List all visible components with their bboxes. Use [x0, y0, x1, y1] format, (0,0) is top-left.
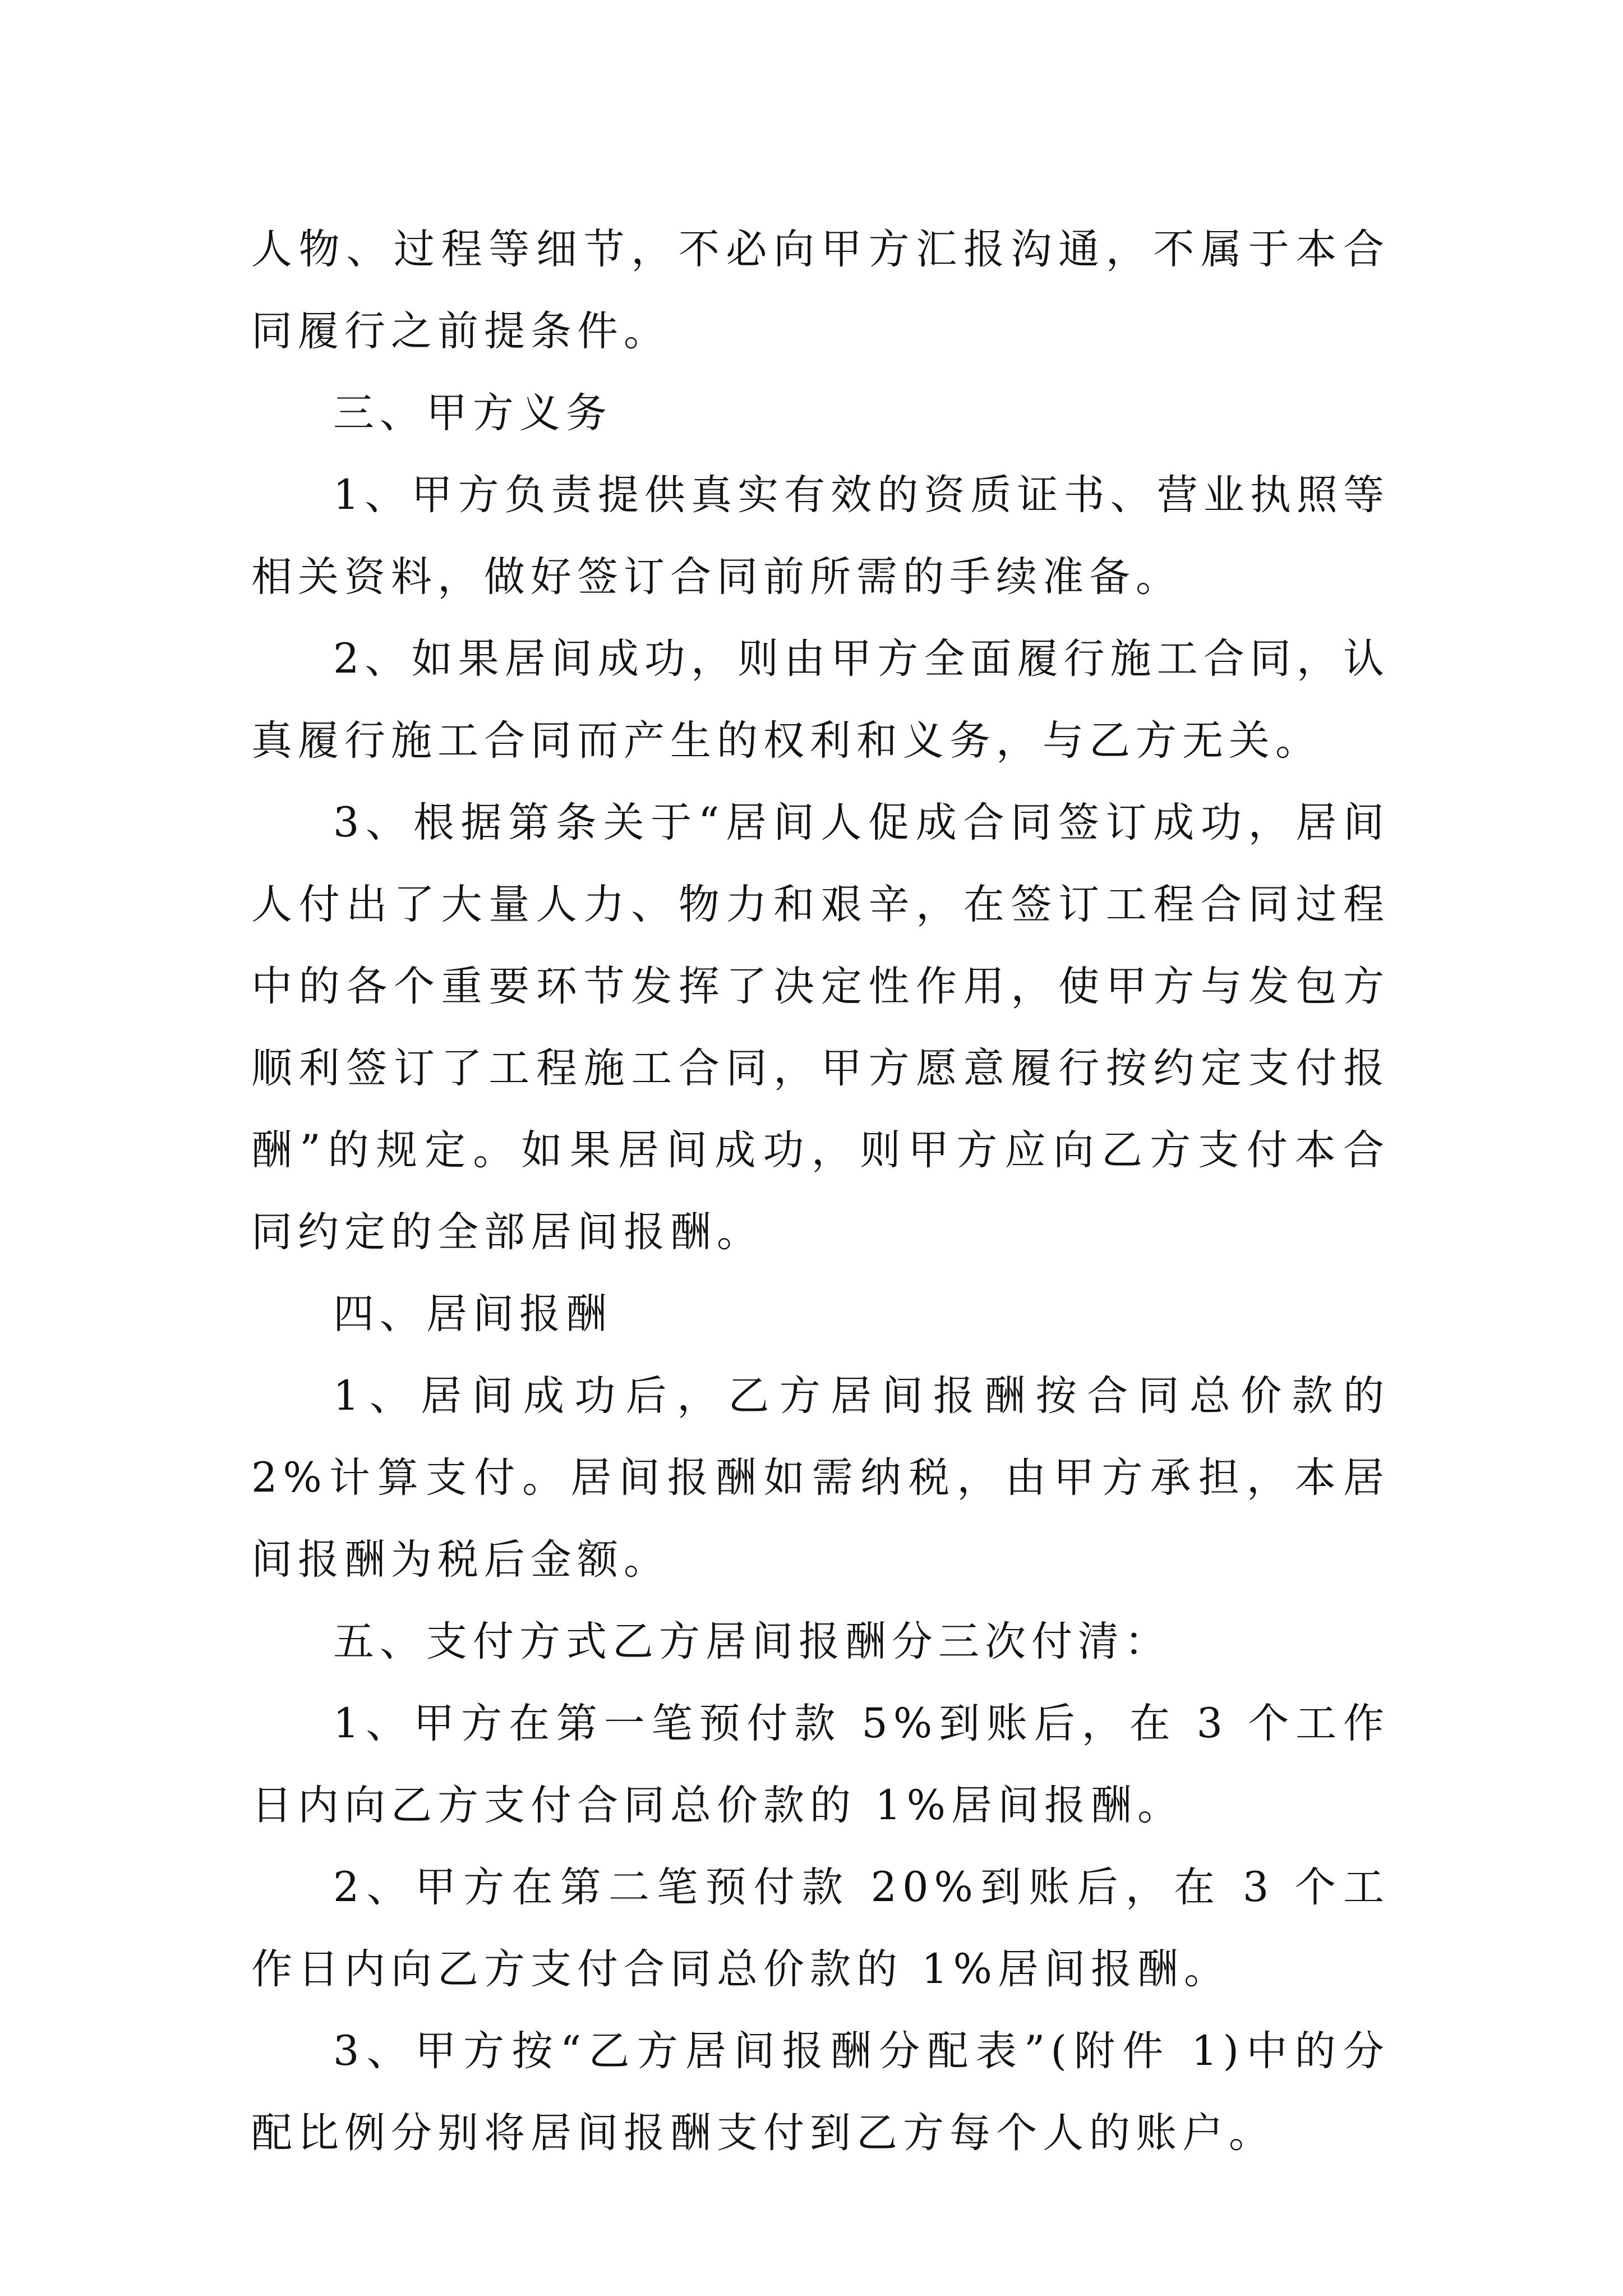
paragraph-payment-3: 3、甲方按“乙方居间报酬分配表”(附件 1)中的分配比例分别将居间报酬支付到乙方每个人的账户。: [251, 2027, 1390, 2157]
paragraph-payment-2: 2、甲方在第二笔预付款 20%到账后，在 3 个工作日内向乙方支付合同总价款的 1%居间报酬。: [251, 1864, 1390, 1993]
paragraph-obligation-3: 3、根据第条关于“居间人促成合同签订成功，居间人付出了大量人力、物力和艰辛，在签订工程合同过程中的各个重要环节发挥了决定性作用，使甲方与发包方顺利签订了工程施工合同，甲方愿意履行按约定支付报酬”的规定。如果居间成功，则甲方应向乙方支付本合同约定的全部居间报酬。: [251, 799, 1390, 1256]
section-heading-brokerage-fee: 四、居间报酬: [333, 1290, 612, 1338]
section-heading-party-a-obligations: 三、甲方义务: [333, 389, 612, 437]
paragraph-payment-1: 1、甲方在第一笔预付款 5%到账后，在 3 个工作日内向乙方支付合同总价款的 1%居间报酬。: [251, 1700, 1390, 1829]
paragraph-continuation: 人物、过程等细节，不必向甲方汇报沟通，不属于本合同履行之前提条件。: [251, 226, 1390, 355]
paragraph-obligation-1: 1、甲方负责提供真实有效的资质证书、营业执照等相关资料，做好签订合同前所需的手续准备。: [251, 471, 1390, 601]
paragraph-obligation-2: 2、如果居间成功，则由甲方全面履行施工合同，认真履行施工合同而产生的权利和义务，与乙方无关。: [251, 635, 1390, 765]
section-heading-payment-method: 五、支付方式乙方居间报酬分三次付清：: [333, 1618, 1171, 1665]
document-body: [251, 209, 1390, 2174]
paragraph-fee-1: 1、居间成功后，乙方居间报酬按合同总价款的 2%计算支付。居间报酬如需纳税，由甲方承担，本居间报酬为税后金额。: [251, 1372, 1390, 1584]
